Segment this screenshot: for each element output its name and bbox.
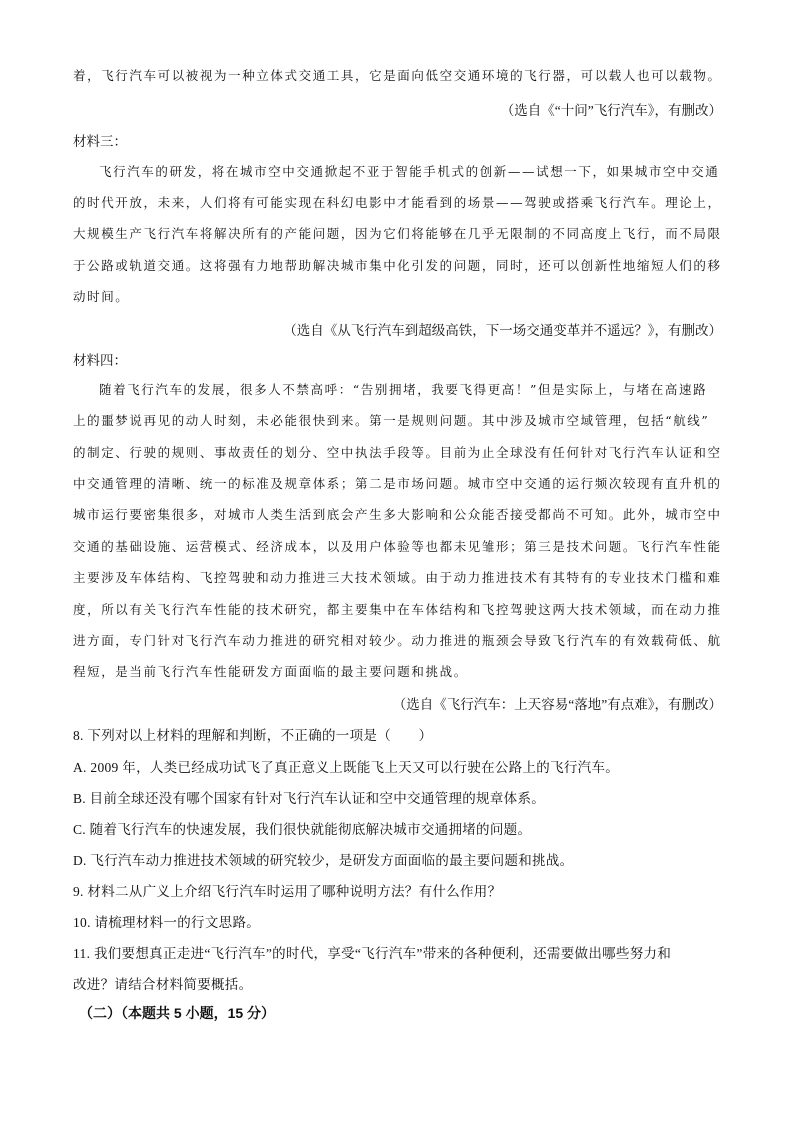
material4-line: 中交通管理的清晰、统一的标准及规章体系；第二是市场问题。城市空中交通的运行频次较现有直升机的: [73, 476, 722, 491]
question-8-option-b: B. 目前全球还没有哪个国家有针对飞行汽车认证和空中交通管理的规章体系。: [73, 791, 546, 806]
question-8-option-c: C. 随着飞行汽车的快速发展，我们很快就能彻底解决城市交通拥堵的问题。: [73, 822, 532, 837]
material2-source: （选自《“十问”飞行汽车》，有删改）: [500, 103, 722, 118]
material4-line: 的制定、行驶的规则、事故责任的划分、空中执法手段等。目前为止全球没有任何针对飞行汽车认证和空: [73, 445, 722, 460]
material4-heading: 材料四：: [73, 353, 127, 368]
question-11-line: 11. 我们要想真正走进“飞行汽车”的时代，享受“飞行汽车”带来的各种便利，还需要做出哪些努力和: [73, 946, 672, 961]
section-2-heading: （二）（本题共 5 小题，15 分）: [79, 1005, 276, 1021]
material4-source: （选自《飞行汽车：上天容易“落地”有点难》，有删改）: [392, 697, 722, 712]
material4-line: 交通的基础设施、运营模式、经济成本，以及用户体验等也都未见雏形；第三是技术问题。飞行汽车性能: [73, 539, 722, 554]
question-8-option-a: A. 2009 年，人类已经成功试飞了真正意义上既能飞上天又可以行驶在公路上的飞行汽车。: [73, 760, 620, 775]
question-11-line: 改进？请结合材料简要概括。: [73, 977, 253, 992]
material3-line: 动时间。: [73, 289, 130, 304]
material4-line: 上的噩梦说再见的动人时刻，未必能很快到来。第一是规则问题。其中涉及城市空域管理，包括“航线”: [73, 413, 710, 428]
question-10: 10. 请梳理材料一的行文思路。: [73, 915, 261, 930]
material4-line: 城市运行要密集很多，对城市人类生活到底会产生多大影响和公众能否接受都尚不可知。此外，城市空中: [73, 507, 722, 522]
question-8-option-d: D. 飞行汽车动力推进技术领域的研究较少，是研发方面面临的最主要问题和挑战。: [73, 853, 574, 868]
question-8: 8. 下列对以上材料的理解和判断，不正确的一项是（ ）: [73, 728, 433, 743]
question-9: 9. 材料二从广义上介绍飞行汽车时运用了哪种说明方法？有什么作用？: [73, 884, 502, 899]
material2-tail-line: 着，飞行汽车可以被视为一种立体式交通工具，它是面向低空交通环境的飞行器，可以载人也可以载物。: [73, 68, 722, 83]
material4-line: 主要涉及车体结构、飞控驾驶和动力推进三大技术领域。由于动力推进技术有其特有的专业技术门槛和难: [73, 570, 722, 585]
material3-line: 的时代开放，未来，人们将有可能实现在科幻电影中才能看到的场景——驾驶或搭乘飞行汽车。理论上，: [73, 195, 722, 210]
material3-line: 飞行汽车的研发，将在城市空中交通掀起不亚于智能手机式的创新——试想一下，如果城市空中交通: [99, 164, 720, 179]
material4-line: 进方面，专门针对飞行汽车动力推进的研究相对较少。动力推进的瓶颈会导致飞行汽车的有效载荷低、航: [73, 633, 722, 648]
material3-source: （选自《从飞行汽车到超级高铁，下一场交通变革并不遥远？》，有删改）: [283, 323, 722, 338]
material3-heading: 材料三：: [73, 134, 127, 149]
material3-line: 大规模生产飞行汽车将解决所有的产能问题，因为它们将能够在几乎无限制的不同高度上飞行，而不局限: [73, 226, 722, 241]
material4-line: 随着飞行汽车的发展，很多人不禁高呼：“告别拥堵，我要飞得更高！”但是实际上，与堵在高速路: [99, 382, 708, 397]
material4-line: 程短，是当前飞行汽车性能研发方面面临的最主要问题和挑战。: [73, 664, 468, 679]
material3-line: 于公路或轨道交通。这将强有力地帮助解决城市集中化引发的问题，同时，还可以创新性地缩短人们的移: [73, 258, 722, 273]
material4-line: 度，所以有关飞行汽车性能的技术研究，都主要集中在车体结构和飞控驾驶这两大技术领域，而在动力推: [73, 602, 722, 617]
